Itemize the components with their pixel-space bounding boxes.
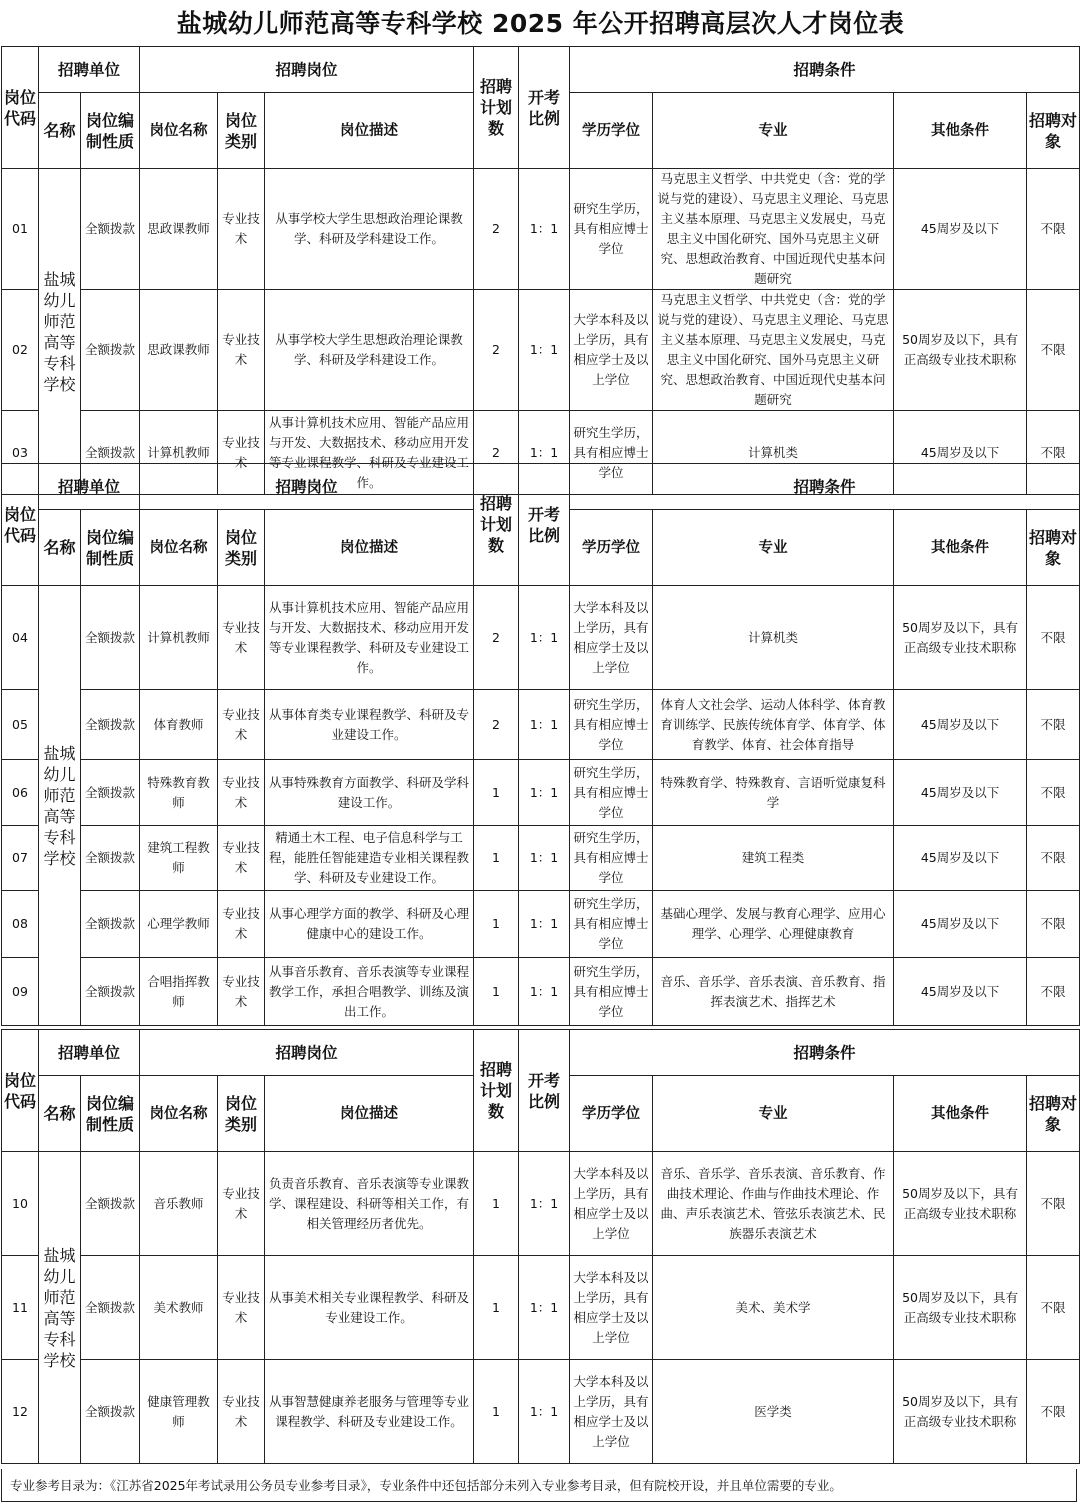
cell-target: 不限 — [1027, 1152, 1080, 1256]
col-group-unit: 招聘单位 — [39, 464, 140, 510]
cell-plan: 2 — [474, 690, 519, 760]
col-header-post-desc: 岗位描述 — [265, 510, 474, 586]
cell-target: 不限 — [1027, 1256, 1080, 1360]
cell-other: 50周岁及以下，具有正高级专业技术职称 — [894, 1360, 1027, 1464]
cell-post-type: 专业技术 — [218, 690, 265, 760]
cell-staffing: 全额拨款 — [81, 958, 140, 1026]
cell-post-type: 专业技术 — [218, 760, 265, 826]
cell-post-type: 专业技术 — [218, 411, 265, 495]
cell-other: 50周岁及以下，具有正高级专业技术职称 — [894, 1256, 1027, 1360]
table-row — [2, 958, 1080, 1026]
cell-code: 06 — [2, 760, 39, 826]
cell-edu: 研究生学历，具有相应博士学位 — [570, 411, 653, 495]
cell-post-desc: 从事特殊教育方面教学、科研及学科建设工作。 — [265, 760, 474, 826]
cell-post-desc: 从事智慧健康养老服务与管理等专业课程教学、科研及专业建设工作。 — [265, 1360, 474, 1464]
cell-post-type: 专业技术 — [218, 891, 265, 958]
cell-staffing: 全额拨款 — [81, 690, 140, 760]
cell-edu: 研究生学历，具有相应博士学位 — [570, 690, 653, 760]
cell-ratio: 1：1 — [519, 1360, 570, 1464]
cell-other: 50周岁及以下，具有正高级专业技术职称 — [894, 290, 1027, 411]
cell-major: 体育人文社会学、运动人体科学、体育教育训练学、民族传统体育学、体育学、体育教学、体育、社会体育指导 — [653, 690, 894, 760]
col-header-plan: 招聘计划数 — [474, 1030, 519, 1152]
cell-other: 45周岁及以下 — [894, 169, 1027, 290]
cell-ratio: 1：1 — [519, 290, 570, 411]
cell-post-name: 思政课教师 — [140, 290, 218, 411]
cell-post-name: 心理学教师 — [140, 891, 218, 958]
col-header-post-type: 岗位类别 — [218, 510, 265, 586]
cell-post-type: 专业技术 — [218, 1256, 265, 1360]
cell-code: 12 — [2, 1360, 39, 1464]
table-row — [2, 1256, 1080, 1360]
cell-edu: 研究生学历，具有相应博士学位 — [570, 891, 653, 958]
cell-code: 07 — [2, 826, 39, 891]
cell-post-desc: 从事体育类专业课程教学、科研及专业建设工作。 — [265, 690, 474, 760]
cell-plan: 2 — [474, 411, 519, 495]
cell-other: 45周岁及以下 — [894, 411, 1027, 495]
cell-plan: 1 — [474, 958, 519, 1026]
cell-ratio: 1：1 — [519, 760, 570, 826]
cell-ratio: 1：1 — [519, 826, 570, 891]
col-header-other: 其他条件 — [894, 1076, 1027, 1152]
table-row — [2, 760, 1080, 826]
cell-code: 11 — [2, 1256, 39, 1360]
cell-edu: 大学本科及以上学历，具有相应学士及以上学位 — [570, 1256, 653, 1360]
cell-plan: 1 — [474, 891, 519, 958]
col-header-edu: 学历学位 — [570, 1076, 653, 1152]
cell-post-type: 专业技术 — [218, 1360, 265, 1464]
cell-other: 45周岁及以下 — [894, 760, 1027, 826]
cell-other: 45周岁及以下 — [894, 958, 1027, 1026]
col-header-post-name: 岗位名称 — [140, 510, 218, 586]
col-header-code: 岗位代码 — [2, 47, 39, 169]
cell-post-type: 专业技术 — [218, 1152, 265, 1256]
col-header-major: 专业 — [653, 93, 894, 169]
cell-staffing: 全额拨款 — [81, 586, 140, 690]
cell-post-desc: 从事计算机技术应用、智能产品应用与开发、大数据技术、移动应用开发等专业课程教学、科研及专业建设工作。 — [265, 411, 474, 495]
cell-post-desc: 从事心理学方面的教学、科研及心理健康中心的建设工作。 — [265, 891, 474, 958]
col-header-unit-name: 名称 — [39, 1076, 81, 1152]
col-header-unit-name: 名称 — [39, 510, 81, 586]
cell-code: 05 — [2, 690, 39, 760]
cell-post-desc: 负责音乐教育、音乐表演等专业课教学、课程建设、科研等相关工作，有相关管理经历者优先。 — [265, 1152, 474, 1256]
cell-target: 不限 — [1027, 891, 1080, 958]
cell-major: 音乐、音乐学、音乐表演、音乐教育、指挥表演艺术、指挥艺术 — [653, 958, 894, 1026]
cell-code: 03 — [2, 411, 39, 495]
cell-post-desc: 从事音乐教育、音乐表演等专业课程教学工作，承担合唱教学、训练及演出工作。 — [265, 958, 474, 1026]
col-group-conditions: 招聘条件 — [570, 464, 1080, 510]
cell-plan: 1 — [474, 1152, 519, 1256]
cell-code: 01 — [2, 169, 39, 290]
cell-edu: 研究生学历，具有相应博士学位 — [570, 760, 653, 826]
cell-target: 不限 — [1027, 169, 1080, 290]
cell-code: 10 — [2, 1152, 39, 1256]
cell-post-desc: 从事学校大学生思想政治理论课教学、科研及学科建设工作。 — [265, 169, 474, 290]
cell-ratio: 1：1 — [519, 690, 570, 760]
cell-edu: 大学本科及以上学历，具有相应学士及以上学位 — [570, 586, 653, 690]
cell-staffing: 全额拨款 — [81, 1152, 140, 1256]
cell-staffing: 全额拨款 — [81, 760, 140, 826]
col-header-post-type: 岗位类别 — [218, 93, 265, 169]
cell-post-name: 音乐教师 — [140, 1152, 218, 1256]
cell-unit-name: 盐城幼儿师范高等专科学校 — [39, 169, 81, 495]
cell-major: 建筑工程类 — [653, 826, 894, 891]
col-header-plan: 招聘计划数 — [474, 47, 519, 169]
col-header-code: 岗位代码 — [2, 464, 39, 586]
cell-post-desc: 从事美术相关专业课程教学、科研及专业建设工作。 — [265, 1256, 474, 1360]
col-group-post: 招聘岗位 — [140, 464, 474, 510]
col-header-staffing: 岗位编制性质 — [81, 93, 140, 169]
col-header-plan: 招聘计划数 — [474, 464, 519, 586]
cell-post-name: 美术教师 — [140, 1256, 218, 1360]
cell-edu: 研究生学历，具有相应博士学位 — [570, 958, 653, 1026]
cell-target: 不限 — [1027, 586, 1080, 690]
col-header-staffing: 岗位编制性质 — [81, 510, 140, 586]
cell-unit-name: 盐城幼儿师范高等专科学校 — [39, 1152, 81, 1464]
col-header-code: 岗位代码 — [2, 1030, 39, 1152]
col-header-staffing: 岗位编制性质 — [81, 1076, 140, 1152]
cell-post-name: 合唱指挥教师 — [140, 958, 218, 1026]
cell-edu: 大学本科及以上学历，具有相应学士及以上学位 — [570, 1152, 653, 1256]
cell-post-type: 专业技术 — [218, 958, 265, 1026]
col-header-target: 招聘对象 — [1027, 93, 1080, 169]
col-header-post-name: 岗位名称 — [140, 93, 218, 169]
cell-edu: 大学本科及以上学历，具有相应学士及以上学位 — [570, 1360, 653, 1464]
cell-plan: 1 — [474, 760, 519, 826]
cell-other: 50周岁及以下，具有正高级专业技术职称 — [894, 586, 1027, 690]
cell-post-name: 计算机教师 — [140, 411, 218, 495]
cell-target: 不限 — [1027, 958, 1080, 1026]
cell-major: 音乐、音乐学、音乐表演、音乐教育、作曲技术理论、作曲与作曲技术理论、作曲、声乐表演艺术、管弦乐表演艺术、民族器乐表演艺术 — [653, 1152, 894, 1256]
cell-plan: 1 — [474, 1256, 519, 1360]
cell-post-name: 健康管理教师 — [140, 1360, 218, 1464]
cell-code: 04 — [2, 586, 39, 690]
cell-staffing: 全额拨款 — [81, 826, 140, 891]
table-row — [2, 891, 1080, 958]
cell-post-desc: 从事计算机技术应用、智能产品应用与开发、大数据技术、移动应用开发等专业课程教学、科研及专业建设工作。 — [265, 586, 474, 690]
cell-staffing: 全额拨款 — [81, 891, 140, 958]
page-title: 盐城幼儿师范高等专科学校 2025 年公开招聘高层次人才岗位表 — [176, 9, 905, 38]
cell-major: 马克思主义哲学、中共党史（含：党的学说与党的建设）、马克思主义理论、马克思主义基本原理、马克思主义发展史，马克思主义中国化研究、国外马克思主义研究、思想政治教育、中国近现代史基本问题研究 — [653, 169, 894, 290]
col-group-unit: 招聘单位 — [39, 47, 140, 93]
cell-post-type: 专业技术 — [218, 290, 265, 411]
cell-target: 不限 — [1027, 1360, 1080, 1464]
cell-code: 08 — [2, 891, 39, 958]
cell-post-type: 专业技术 — [218, 586, 265, 690]
cell-edu: 研究生学历，具有相应博士学位 — [570, 169, 653, 290]
cell-staffing: 全额拨款 — [81, 1256, 140, 1360]
col-group-unit: 招聘单位 — [39, 1030, 140, 1076]
cell-post-name: 体育教师 — [140, 690, 218, 760]
col-group-post: 招聘岗位 — [140, 47, 474, 93]
col-header-other: 其他条件 — [894, 510, 1027, 586]
cell-staffing: 全额拨款 — [81, 411, 140, 495]
cell-staffing: 全额拨款 — [81, 290, 140, 411]
cell-major: 马克思主义哲学、中共党史（含：党的学说与党的建设）、马克思主义理论、马克思主义基本原理、马克思主义发展史，马克思主义中国化研究、国外马克思主义研究、思想政治教育、中国近现代史基本问题研究 — [653, 290, 894, 411]
cell-major: 特殊教育学、特殊教育、言语听觉康复科学 — [653, 760, 894, 826]
cell-plan: 1 — [474, 826, 519, 891]
cell-plan: 1 — [474, 1360, 519, 1464]
col-header-ratio: 开考比例 — [519, 464, 570, 586]
table-row — [2, 169, 1080, 290]
cell-edu: 研究生学历，具有相应博士学位 — [570, 826, 653, 891]
cell-other: 45周岁及以下 — [894, 826, 1027, 891]
cell-major: 美术、美术学 — [653, 1256, 894, 1360]
cell-major: 计算机类 — [653, 586, 894, 690]
table-row — [2, 290, 1080, 411]
cell-code: 09 — [2, 958, 39, 1026]
col-header-post-desc: 岗位描述 — [265, 1076, 474, 1152]
table-row — [2, 1360, 1080, 1464]
cell-code: 02 — [2, 290, 39, 411]
col-header-target: 招聘对象 — [1027, 1076, 1080, 1152]
cell-major: 基础心理学、发展与教育心理学、应用心理学、心理学、心理健康教育 — [653, 891, 894, 958]
cell-staffing: 全额拨款 — [81, 1360, 140, 1464]
job-table-section-3 — [1, 1029, 1080, 1464]
cell-unit-name: 盐城幼儿师范高等专科学校 — [39, 586, 81, 1026]
col-header-ratio: 开考比例 — [519, 47, 570, 169]
cell-post-name: 建筑工程教师 — [140, 826, 218, 891]
col-header-post-desc: 岗位描述 — [265, 93, 474, 169]
cell-target: 不限 — [1027, 826, 1080, 891]
job-table-section-2 — [1, 463, 1080, 1026]
col-group-conditions: 招聘条件 — [570, 1030, 1080, 1076]
cell-other: 45周岁及以下 — [894, 891, 1027, 958]
col-group-conditions: 招聘条件 — [570, 47, 1080, 93]
col-group-post: 招聘岗位 — [140, 1030, 474, 1076]
col-header-unit-name: 名称 — [39, 93, 81, 169]
table-row — [2, 1152, 1080, 1256]
cell-major: 医学类 — [653, 1360, 894, 1464]
cell-post-name: 特殊教育教师 — [140, 760, 218, 826]
cell-ratio: 1：1 — [519, 891, 570, 958]
cell-ratio: 1：1 — [519, 1152, 570, 1256]
table-row — [2, 826, 1080, 891]
col-header-post-type: 岗位类别 — [218, 1076, 265, 1152]
table-row — [2, 690, 1080, 760]
col-header-major: 专业 — [653, 1076, 894, 1152]
col-header-other: 其他条件 — [894, 93, 1027, 169]
cell-post-desc: 精通土木工程、电子信息科学与工程，能胜任智能建造专业相关课程教学、科研及专业建设工作。 — [265, 826, 474, 891]
cell-target: 不限 — [1027, 290, 1080, 411]
cell-ratio: 1：1 — [519, 169, 570, 290]
cell-ratio: 1：1 — [519, 958, 570, 1026]
col-header-post-name: 岗位名称 — [140, 1076, 218, 1152]
col-header-edu: 学历学位 — [570, 510, 653, 586]
cell-other: 50周岁及以下，具有正高级专业技术职称 — [894, 1152, 1027, 1256]
cell-ratio: 1：1 — [519, 1256, 570, 1360]
cell-ratio: 1：1 — [519, 586, 570, 690]
cell-ratio: 1：1 — [519, 411, 570, 495]
cell-target: 不限 — [1027, 760, 1080, 826]
cell-target: 不限 — [1027, 411, 1080, 495]
cell-staffing: 全额拨款 — [81, 169, 140, 290]
col-header-ratio: 开考比例 — [519, 1030, 570, 1152]
cell-target: 不限 — [1027, 690, 1080, 760]
job-table-section-1 — [1, 46, 1080, 495]
cell-post-desc: 从事学校大学生思想政治理论课教学、科研及学科建设工作。 — [265, 290, 474, 411]
col-header-edu: 学历学位 — [570, 93, 653, 169]
cell-other: 45周岁及以下 — [894, 690, 1027, 760]
footer-note: 专业参考目录为：《江苏省2025年考试录用公务员专业参考目录》，专业条件中还包括部分未列入专业参考目录，但有院校开设，并且单位需要的专业。 — [1, 1469, 1077, 1502]
cell-plan: 2 — [474, 586, 519, 690]
col-header-target: 招聘对象 — [1027, 510, 1080, 586]
cell-plan: 2 — [474, 169, 519, 290]
cell-post-type: 专业技术 — [218, 169, 265, 290]
cell-post-name: 思政课教师 — [140, 169, 218, 290]
cell-plan: 2 — [474, 290, 519, 411]
cell-post-name: 计算机教师 — [140, 586, 218, 690]
cell-post-type: 专业技术 — [218, 826, 265, 891]
col-header-major: 专业 — [653, 510, 894, 586]
cell-edu: 大学本科及以上学历，具有相应学士及以上学位 — [570, 290, 653, 411]
cell-major: 计算机类 — [653, 411, 894, 495]
table-row — [2, 586, 1080, 690]
